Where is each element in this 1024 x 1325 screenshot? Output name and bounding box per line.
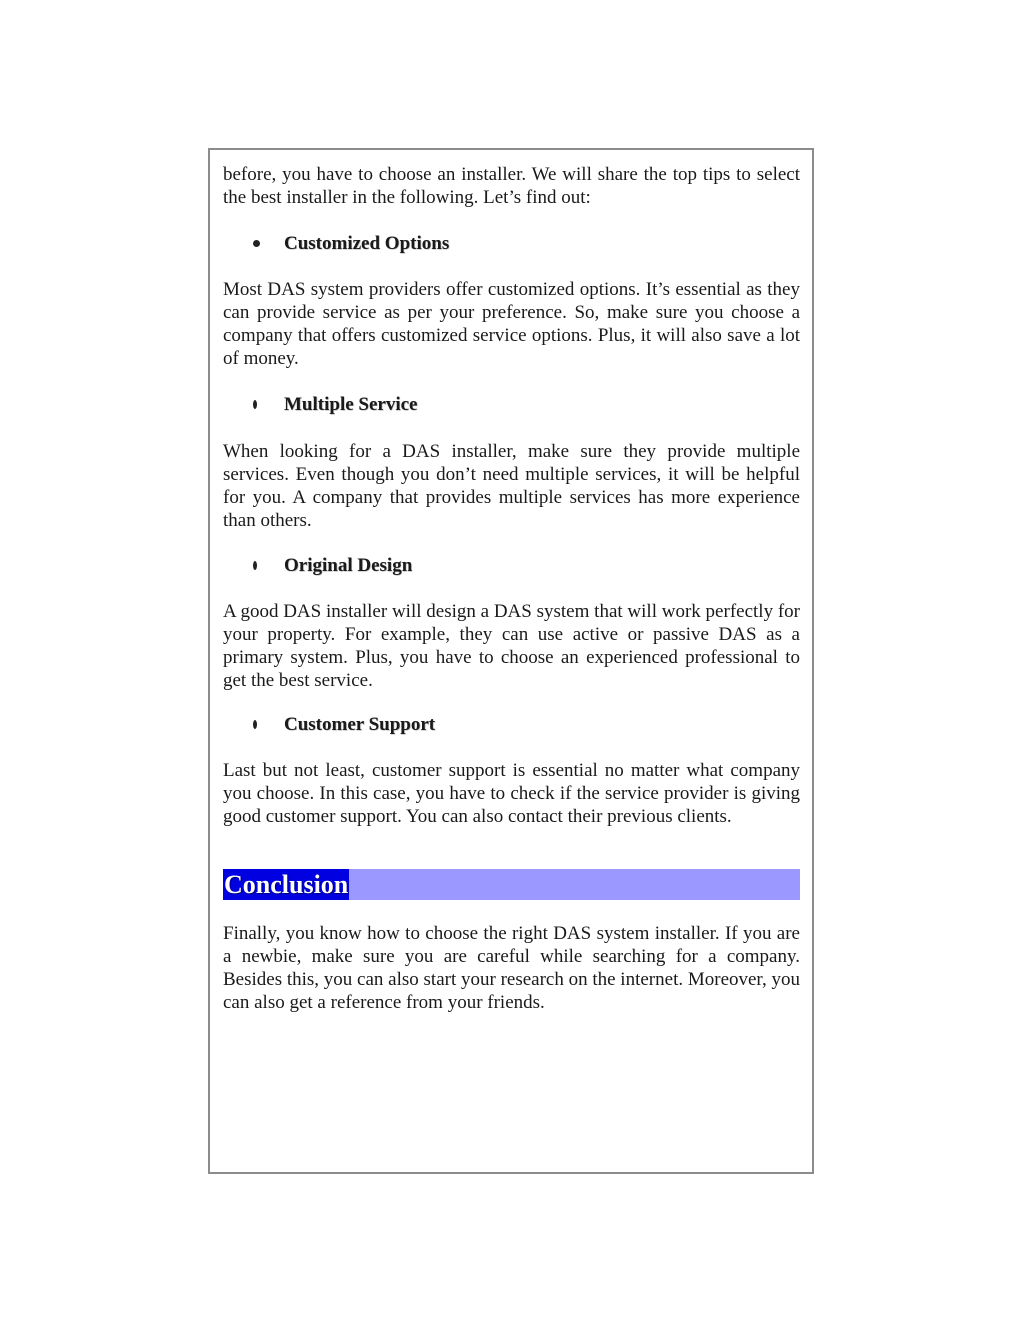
- tip-heading-customer-support: [223, 713, 800, 736]
- tip-paragraph-original-design: A good DAS installer will design a DAS system that will work perfectly for your property. For example, they can use active or passive DAS as a primary system. Plus, you have to choose an experienced professional to get the best service.: [223, 601, 800, 691]
- intro-paragraph: before, you have to choose an installer. We will share the top tips to select the best installer in the following. Let’s find out:: [223, 164, 800, 208]
- conclusion-paragraph: Finally, you know how to choose the right DAS system installer. If you are a newbie, make sure you are careful while searching for a company. Besides this, you can also start your research on the internet. Moreover, you can also get a reference from your friends.: [223, 923, 800, 1013]
- bullet-icon: [223, 720, 284, 729]
- conclusion-heading-bar: [223, 869, 800, 900]
- tip-heading-label: Customer Support: [284, 713, 436, 735]
- conclusion-heading: Conclusion: [224, 870, 349, 899]
- bullet-icon: [223, 240, 284, 247]
- tip-heading-multiple-service: [223, 393, 800, 416]
- tip-paragraph-multiple-service: When looking for a DAS installer, make sure they provide multiple services. Even though you don’t need multiple services, it will be helpful for you. A company that provides multiple services has more experience than others.: [223, 441, 800, 531]
- bullet-icon: [223, 561, 284, 570]
- tip-heading-label: Customized Options: [284, 232, 450, 254]
- tip-heading-label: Multiple Service: [284, 393, 418, 415]
- document-content: [223, 163, 800, 1014]
- tip-paragraph-customized-options: Most DAS system providers offer customized options. It’s essential as they can provide service as per your preference. So, make sure you choose a company that offers customized service options. Plus, it will also save a lot of money.: [223, 279, 800, 369]
- tip-heading-customized-options: [223, 232, 800, 255]
- tip-heading-label: Original Design: [284, 554, 413, 576]
- tip-heading-original-design: [223, 554, 800, 577]
- bullet-icon: [223, 400, 284, 409]
- tip-paragraph-customer-support: Last but not least, customer support is essential no matter what company you choose. In this case, you have to check if the service provider is giving good customer support. You can also contact their previous clients.: [223, 760, 800, 827]
